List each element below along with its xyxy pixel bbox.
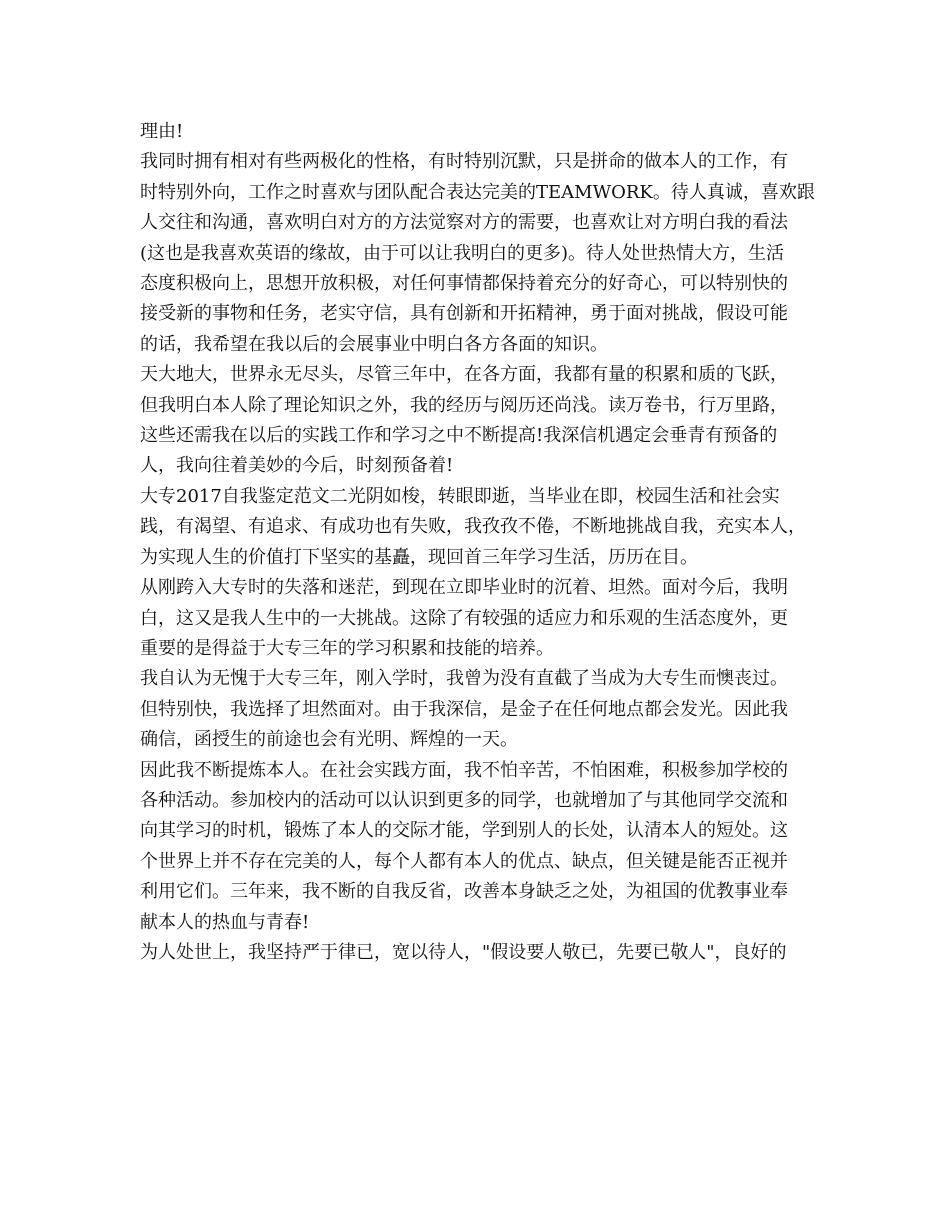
- document-body: [140, 117, 820, 968]
- paragraph-6: 我自认为无愧于大专三年，刚入学时，我曾为没有直截了当成为大专生而懊丧过。 但特别快，我选择了坦然面对。由于我深信，是金子在任何地点都会发光。因此我 确信，函授生的前途也会有光明、辉煌的一天。: [140, 668, 788, 751]
- paragraph-2: 我同时拥有相对有些两极化的性格，有时特别沉默，只是拼命的做本人的工作，有 时特别外向，工作之时喜欢与团队配合表达完美的TEAMWORK。待人真诚，喜欢跟 人交往和沟通，喜欢明白对方的方法觉察对方的需要，也喜欢让对方明白我的看法 (这也是我喜欢英语的缘故，由于可以让我明白的更多)。待人处世热情大方，生活 态度积极向上，思想开放积极，对任何事情都保持着充分的好奇心，可以特别快的 接受新的事物和任务，老实守信，具有创新和开拓精神，勇于面对挑战，假设可能 的话，我希望在我以后的会展事业中明白各方各面的知识。: [140, 151, 815, 355]
- paragraph-1: 理由!: [140, 121, 184, 142]
- paragraph-5: 从刚跨入大专时的失落和迷茫，到现在立即毕业时的沉着、坦然。面对今后，我明 白，这又是我人生中的一大挑战。这除了有较强的适应力和乐观的生活态度外，更 重要的是得益于大专三年的学习积累和技能的培养。: [140, 577, 788, 659]
- paragraph-3: 天大地大，世界永无尽头，尽管三年中，在各方面，我都有量的积累和质的飞跃， 但我明白本人除了理论知识之外，我的经历与阅历还尚浅。读万卷书，行万里路， 这些还需我在以后的实践工作和学习之中不断提高!我深信机遇定会垂青有预备的 人，我向往着美妙的今后，时刻预备着!: [140, 364, 788, 477]
- paragraph-8: 为人处世上，我坚持严于律已，宽以待人，"假设要人敬已，先要已敬人"，良好的: [140, 941, 787, 963]
- paragraph-4: 大专2017自我鉴定范文二光阴如梭，转眼即逝，当毕业在即，校园生活和社会实 践，有渴望、有追求、有成功也有失败，我孜孜不倦，不断地挑战自我，充实本人， 为实现人生的价值打下坚实的基矗，现回首三年学习生活，历历在目。: [140, 485, 806, 568]
- paragraph-7: 因此我不断提炼本人。在社会实践方面，我不怕辛苦，不怕困难，积极参加学校的 各种活动。参加校内的活动可以认识到更多的同学，也就增加了与其他同学交流和 向其学习的时机，锻炼了本人的交际才能，学到别人的长处，认清本人的短处。这 个世界上并不存在完美的人，每个人都有本人的优点、缺点，但关键是能否正视并 利用它们。三年来，我不断的自我反省，改善本身缺乏之处，为祖国的优教事业奉 献本人的热血与青春!: [140, 759, 788, 933]
